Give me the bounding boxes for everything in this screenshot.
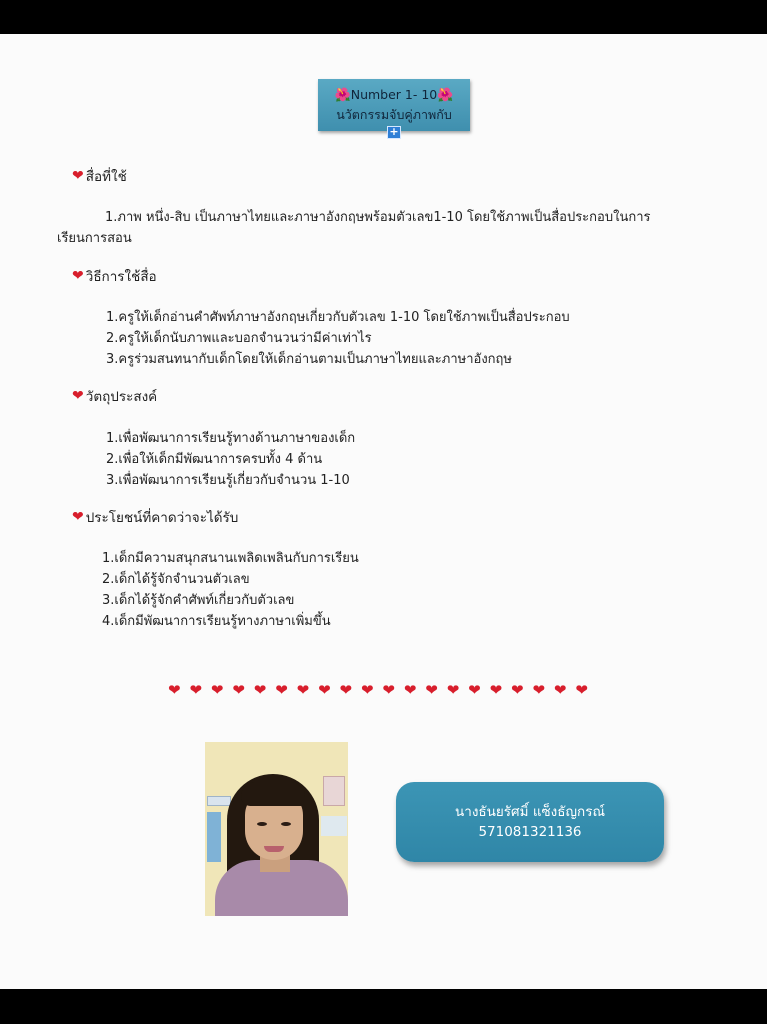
heart-icon: ❤: [468, 680, 481, 699]
section-heading-objectives: [72, 385, 157, 407]
heart-icon: ❤: [72, 268, 84, 284]
heart-icon: ❤: [318, 680, 331, 699]
heart-icon: ❤: [403, 680, 417, 699]
heart-icon: ❤: [553, 680, 567, 699]
heart-icon: ❤: [446, 680, 460, 699]
section-heading-benefits: [72, 506, 238, 528]
heart-icon: ❤: [232, 680, 245, 699]
heart-icon: ❤: [532, 680, 546, 699]
heart-divider: [168, 680, 588, 700]
section-heading-method: [72, 265, 157, 287]
section-line: เรียนการสอน: [57, 231, 132, 246]
wall-poster: [207, 796, 231, 806]
document-page: [0, 34, 767, 989]
title-text: Number 1- 10: [350, 87, 438, 102]
eye: [257, 822, 267, 826]
flower-icon: 🌺: [334, 88, 351, 103]
section-line: 1.ครูให้เด็กอ่านคำศัพท์ภาษาอังกฤษเกี่ยวกับตัวเลข 1-10 โดยใช้ภาพเป็นสื่อประกอบ: [106, 310, 570, 325]
section-heading-text: ประโยชน์ที่คาดว่าจะได้รับ: [85, 510, 239, 526]
section-heading-text: วิธีการใช้สื่อ: [85, 269, 157, 285]
section-line: 2.เด็กได้รู้จักจำนวนตัวเลข: [102, 572, 250, 587]
heart-icon: ❤: [339, 680, 353, 699]
author-photo: [205, 742, 348, 916]
hair-bang: [241, 782, 305, 806]
wall-poster: [321, 816, 347, 836]
plus-icon[interactable]: +: [387, 126, 401, 139]
heart-icon: ❤: [72, 168, 84, 184]
section-line: 1.เด็กมีความสนุกสนานเพลิดเพลินกับการเรียน: [102, 551, 359, 566]
heart-icon: ❤: [382, 680, 395, 699]
section-heading-text: สื่อที่ใช้: [85, 169, 127, 185]
heart-icon: ❤: [210, 680, 224, 699]
section-line: 1.เพื่อพัฒนาการเรียนรู้ทางด้านภาษาของเด็ก: [106, 431, 356, 446]
wall-poster: [323, 776, 345, 806]
wall-poster: [207, 812, 221, 862]
title-line-1: [318, 85, 470, 105]
author-name: นางธันยรัศมิ์ แซ็งธัญกรณ์: [455, 804, 605, 820]
heart-icon: ❤: [489, 680, 503, 699]
section-line: 4.เด็กมีพัฒนาการเรียนรู้ทางภาษาเพิ่มขึ้น: [102, 614, 331, 629]
student-id: 571081321136: [478, 824, 582, 840]
heart-icon: ❤: [72, 388, 84, 404]
heart-icon: ❤: [72, 509, 84, 525]
heart-icon: ❤: [275, 680, 288, 699]
lips: [264, 846, 284, 852]
heart-icon: ❤: [189, 680, 203, 699]
heart-icon: ❤: [575, 680, 588, 699]
author-name-card: [396, 782, 664, 862]
section-line: 3.เพื่อพัฒนาการเรียนรู้เกี่ยวกับจำนวน 1-10: [106, 473, 350, 488]
heart-icon: ❤: [360, 680, 374, 699]
eye: [281, 822, 291, 826]
heart-icon: ❤: [168, 680, 181, 699]
heart-icon: ❤: [425, 680, 438, 699]
section-line: 3.ครูร่วมสนทนากับเด็กโดยให้เด็กอ่านตามเป็นภาษาไทยและภาษาอังกฤษ: [106, 352, 512, 367]
section-line: 1.ภาพ หนึ่ง-สิบ เป็นภาษาไทยและภาษาอังกฤษพร้อมตัวเลข1-10 โดยใช้ภาพเป็นสื่อประกอบในการ: [105, 210, 651, 225]
flower-icon: 🌺: [437, 88, 454, 103]
section-heading-text: วัตถุประสงค์: [85, 389, 158, 405]
section-line: 2.เพื่อให้เด็กมีพัฒนาการครบทั้ง 4 ด้าน: [106, 452, 323, 467]
section-line: 3.เด็กได้รู้จักคำศัพท์เกี่ยวกับตัวเลข: [102, 593, 295, 608]
title-box: [318, 79, 470, 131]
section-heading-materials: [72, 165, 127, 187]
title-line-2: นวัตกรรมจับคู่ภาพกับ: [336, 107, 452, 122]
heart-icon: ❤: [511, 680, 524, 699]
section-line: 2.ครูให้เด็กนับภาพและบอกจำนวนว่ามีค่าเท่าไร: [106, 331, 372, 346]
heart-icon: ❤: [253, 680, 267, 699]
heart-icon: ❤: [296, 680, 310, 699]
